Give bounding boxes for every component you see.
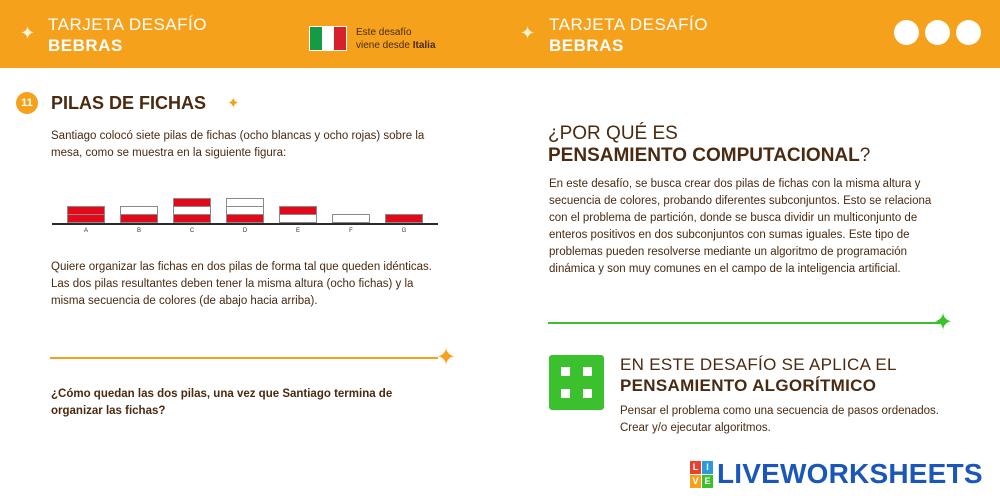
red-chip [173,214,211,223]
task-question: ¿Cómo quedan las dos pilas, una vez que Santiago termina de organizar las fichas? [51,388,393,417]
header-title-line1: TARJETA DESAFÍO [48,15,207,34]
sparkle-icon: ✦ [227,95,240,112]
sparkle-icon: ✦ [933,309,954,336]
chip-stack-b [120,207,158,223]
sparkle-icon: ✦ [20,23,36,43]
logo-letter: I [702,461,713,474]
red-chip [385,214,423,223]
algorithm-icon [549,355,604,410]
header-title-line1: TARJETA DESAFÍO [549,15,708,34]
chip-stack-f [332,215,370,223]
divider-line [50,357,438,359]
chip-stack-g [385,215,423,223]
why-title [548,123,870,167]
task-number-badge: 11 [16,92,38,114]
stack-label: E [295,228,300,234]
origin-text: Este desafío [356,27,412,38]
header-title-right [549,14,708,56]
divider-line [548,322,940,324]
dot-icon [925,20,950,45]
task-title: PILAS DE FICHAS [51,93,207,113]
stack-label: B [136,228,141,234]
brand-text: LIVEWORKSHEETS [717,458,983,489]
why-title-line1: ¿POR QUÉ ES [548,123,678,144]
header-dots [894,20,981,45]
white-chip [279,214,317,223]
why-title-mark: ? [859,145,871,166]
header-bar [0,0,1000,68]
dot-icon [956,20,981,45]
red-chip [67,214,105,223]
header-title-line2: BEBRAS [48,36,123,55]
header-title-left [48,14,207,56]
logo-letter: E [702,475,713,488]
algo-title-line1: EN ESTE DESAFÍO SE APLICA EL [620,355,897,374]
algo-body: Pensar el problema como una secuencia de pasos ordenados. Crear y/o ejecutar algoritmos. [620,405,940,434]
stack-label: G [401,228,407,234]
red-chip [226,214,264,223]
logo-letter: L [690,461,701,474]
sparkle-icon: ✦ [436,344,457,371]
red-chip [120,214,158,223]
algo-title [620,354,897,396]
task-intro: Santiago colocó siete pilas de fichas (ocho blancas y ocho rojas) sobre la mesa, como se muestra en la siguiente figura: [51,130,425,159]
origin-note [356,26,436,52]
algo-title-line2: PENSAMIENTO ALGORÍTMICO [620,376,877,395]
stack-label: D [242,228,248,234]
logo-letter: V [690,475,701,488]
stack-label: C [189,228,195,234]
stack-label: F [349,228,353,234]
header-title-line2: BEBRAS [549,36,624,55]
task-body: Quiere organizar las fichas en dos pilas de forma tal que queden idénticas. Las dos pilas resultantes deben tener la misma altura (ocho fichas) y la misma secuencia de colores (de abajo hacia arriba). [51,261,433,307]
chip-stacks-figure [52,186,440,238]
chip-stack-d [226,199,264,223]
origin-country: Italia [412,40,436,51]
chip-stack-e [279,207,317,223]
white-chip [332,214,370,223]
liveworksheets-logo-icon [690,461,713,488]
italy-flag-icon [309,26,347,51]
liveworksheets-brand [690,458,983,490]
origin-text2: viene desde [356,40,410,51]
table-baseline [52,223,438,225]
stack-label: A [83,228,88,234]
sparkle-icon: ✦ [520,23,536,43]
chip-stack-c [173,199,211,223]
dot-icon [894,20,919,45]
why-body: En este desafío, se busca crear dos pilas de fichas con la misma altura y secuencia de colores, probando diferentes subconjuntos. Esto se relaciona con el problema de partición, donde se busca dividir un multiconjunto de enteros positivos en dos subconjuntos con sumas iguales. Este tipo de problemas pueden resolverse mediante un algoritmo de programación dinámica y son muy comunes en el campo de la inteligencia artificial. [549,178,932,275]
why-title-line2: PENSAMIENTO COMPUTACIONAL [548,145,860,166]
chip-stack-a [67,207,105,223]
